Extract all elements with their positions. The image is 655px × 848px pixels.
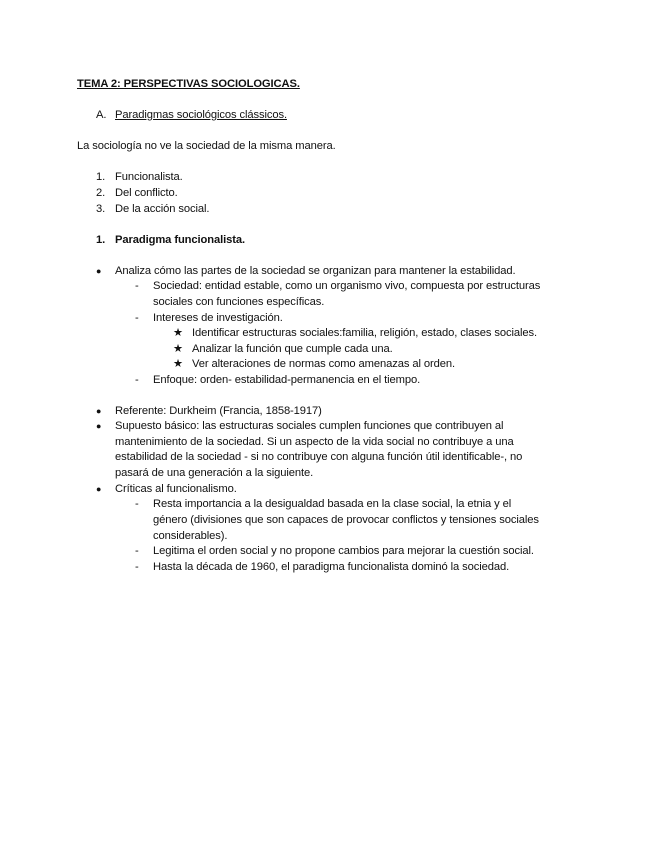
sub-item-text: Hasta la década de 1960, el paradigma funcionalista dominó la sociedad. <box>153 561 510 573</box>
bullet-text: Analiza cómo las partes de la sociedad se organizan para mantener la estabilidad. <box>115 265 516 277</box>
sub-item-text: Resta importancia a la desigualdad basada en la clase social, la etnia y el <box>153 498 512 510</box>
bullet-text: Supuesto básico: las estructuras sociales cumplen funciones que contribuyen al <box>115 420 504 432</box>
list-item-marker: 1. <box>96 171 106 183</box>
sub-item-text: Legitima el orden social y no propone cambios para mejorar la cuestión social. <box>153 545 534 557</box>
sub-item-text-cont: considerables). <box>153 530 228 542</box>
star-icon: ★ <box>173 358 183 370</box>
bullet-text: Críticas al funcionalismo. <box>115 483 237 495</box>
intro-paragraph: La sociología no ve la sociedad de la misma manera. <box>77 140 336 152</box>
list-item: Funcionalista. <box>115 171 183 183</box>
bullet-icon: ● <box>96 484 102 494</box>
dash-icon: - <box>135 312 139 324</box>
star-icon: ★ <box>173 327 183 339</box>
sub-item-text-cont: sociales con funciones específicas. <box>153 296 325 308</box>
bullet-text-cont: mantenimiento de la sociedad. Si un aspecto de la vida social no contribuye a una <box>115 436 514 448</box>
section-heading: Paradigma funcionalista. <box>115 234 246 246</box>
list-item-marker: 2. <box>96 187 106 199</box>
sub-item-text-cont: género (divisiones que son capaces de provocar conflictos y tensiones sociales <box>153 514 539 526</box>
section-title: Paradigmas sociológicos clássicos. <box>115 109 287 121</box>
dash-icon: - <box>135 374 139 386</box>
list-item-marker: 3. <box>96 203 106 215</box>
list-item: Del conflicto. <box>115 187 178 199</box>
bullet-text: Referente: Durkheim (Francia, 1858-1917) <box>115 405 322 417</box>
bullet-icon: ● <box>96 406 102 416</box>
section-marker: A. <box>96 109 107 121</box>
star-item-text: Ver alteraciones de normas como amenazas al orden. <box>192 358 456 370</box>
bullet-icon: ● <box>96 421 102 431</box>
star-item-text: Identificar estructuras sociales:familia, religión, estado, clases sociales. <box>192 327 537 339</box>
heading-marker: 1. <box>96 234 106 246</box>
bullet-text-cont: pasará de una generación a la siguiente. <box>115 467 314 479</box>
star-item-text: Analizar la función que cumple cada una. <box>192 343 393 355</box>
bullet-icon: ● <box>96 266 102 276</box>
document-title: TEMA 2: PERSPECTIVAS SOCIOLOGICAS. <box>77 78 300 90</box>
dash-icon: - <box>135 498 139 510</box>
sub-item-text: Enfoque: orden- estabilidad-permanencia en el tiempo. <box>153 374 421 386</box>
sub-item-text: Intereses de investigación. <box>153 312 283 324</box>
list-item: De la acción social. <box>115 203 210 215</box>
star-icon: ★ <box>173 343 183 355</box>
dash-icon: - <box>135 280 139 292</box>
bullet-text-cont: estabilidad de la sociedad - si no contribuye con alguna función útil identificable-, no <box>115 451 523 463</box>
dash-icon: - <box>135 561 139 573</box>
dash-icon: - <box>135 545 139 557</box>
sub-item-text: Sociedad: entidad estable, como un organismo vivo, compuesta por estructuras <box>153 280 541 292</box>
